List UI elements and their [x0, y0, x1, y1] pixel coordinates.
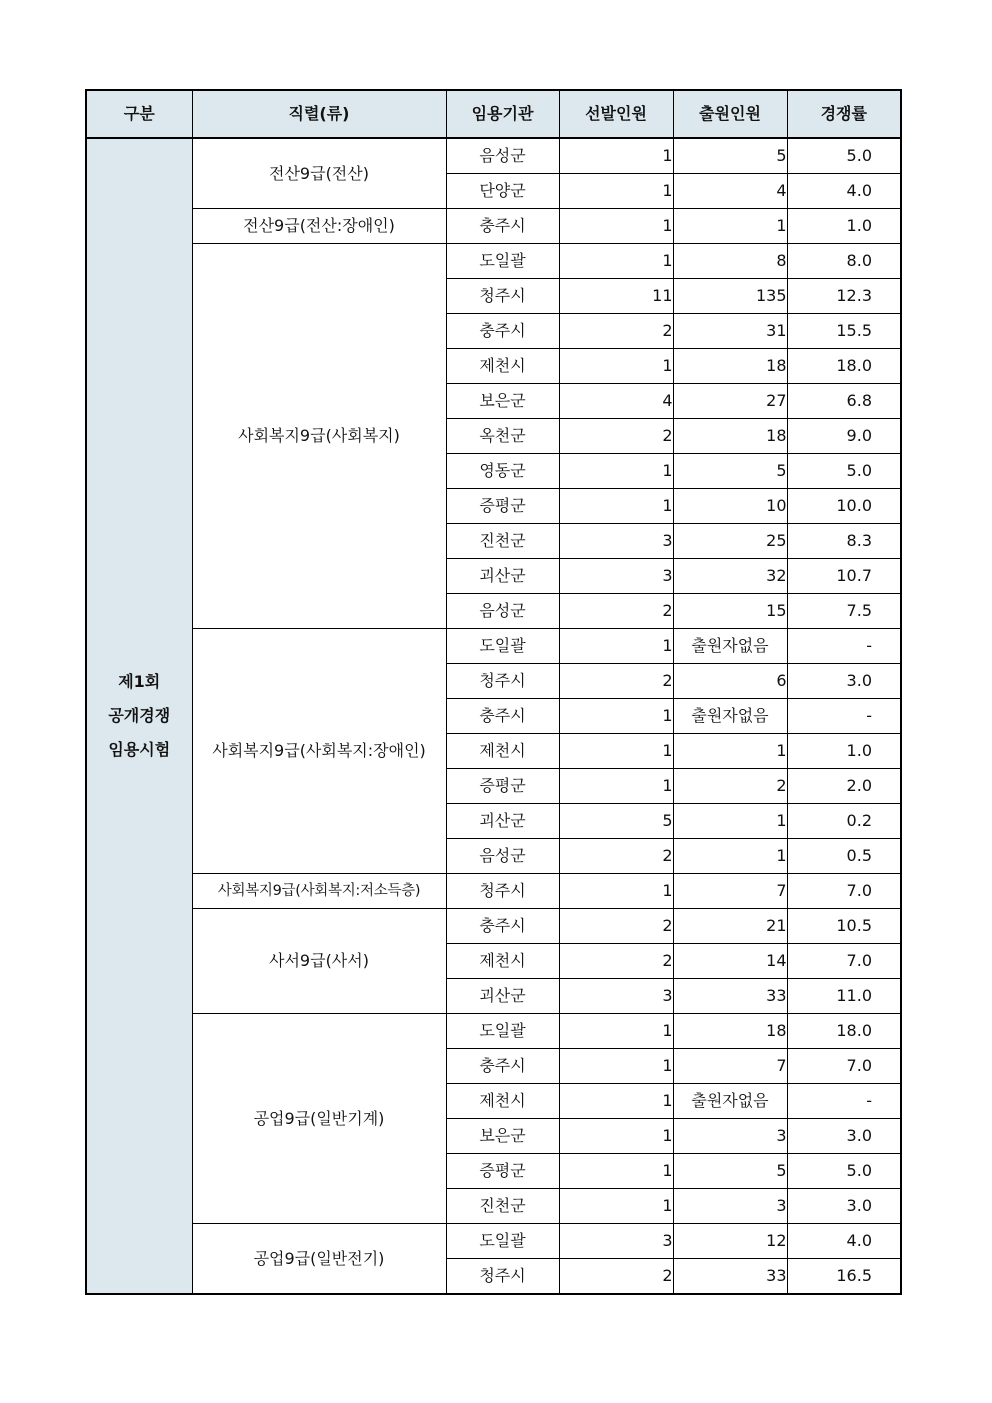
agency-cell: 제천시	[446, 1084, 559, 1119]
agency-cell: 충주시	[446, 1049, 559, 1084]
selected-count-cell: 1	[559, 699, 673, 734]
header-selected: 선발인원	[559, 90, 673, 138]
selected-count-cell: 1	[559, 1014, 673, 1049]
applied-count-cell: 출원자없음	[673, 629, 787, 664]
agency-cell: 음성군	[446, 839, 559, 874]
competition-rate-cell: 10.5	[787, 909, 901, 944]
position-cell: 전산9급(전산)	[192, 138, 446, 209]
selected-count-cell: 2	[559, 1259, 673, 1295]
competition-rate-cell: 3.0	[787, 1189, 901, 1224]
competition-rate-cell: 16.5	[787, 1259, 901, 1295]
selected-count-cell: 2	[559, 314, 673, 349]
selected-count-cell: 11	[559, 279, 673, 314]
selected-count-cell: 1	[559, 1119, 673, 1154]
competition-rate-cell: 11.0	[787, 979, 901, 1014]
selected-count-cell: 1	[559, 174, 673, 209]
selected-count-cell: 1	[559, 209, 673, 244]
header-row	[86, 90, 901, 138]
competition-rate-cell: 6.8	[787, 384, 901, 419]
header-applied: 출원인원	[673, 90, 787, 138]
position-cell: 전산9급(전산:장애인)	[192, 209, 446, 244]
agency-cell: 청주시	[446, 279, 559, 314]
table-row	[86, 1224, 901, 1259]
category-cell: 제1회 공개경쟁 임용시험	[86, 138, 192, 1294]
agency-cell: 옥천군	[446, 419, 559, 454]
competition-rate-cell: 0.2	[787, 804, 901, 839]
selected-count-cell: 2	[559, 839, 673, 874]
applied-count-cell: 18	[673, 1014, 787, 1049]
agency-cell: 영동군	[446, 454, 559, 489]
agency-cell: 증평군	[446, 1154, 559, 1189]
competition-rate-cell: 5.0	[787, 138, 901, 174]
selected-count-cell: 2	[559, 419, 673, 454]
selected-count-cell: 4	[559, 384, 673, 419]
selected-count-cell: 1	[559, 138, 673, 174]
position-cell: 사회복지9급(사회복지)	[192, 244, 446, 629]
applied-count-cell: 출원자없음	[673, 1084, 787, 1119]
agency-cell: 제천시	[446, 734, 559, 769]
applied-count-cell: 31	[673, 314, 787, 349]
agency-cell: 청주시	[446, 874, 559, 909]
applied-count-cell: 출원자없음	[673, 699, 787, 734]
competition-rate-cell: 3.0	[787, 664, 901, 699]
applied-count-cell: 3	[673, 1189, 787, 1224]
competition-rate-cell: 1.0	[787, 734, 901, 769]
agency-cell: 청주시	[446, 664, 559, 699]
selected-count-cell: 2	[559, 944, 673, 979]
applied-count-cell: 6	[673, 664, 787, 699]
applied-count-cell: 21	[673, 909, 787, 944]
position-cell: 사회복지9급(사회복지:저소득층)	[192, 874, 446, 909]
competition-rate-cell: -	[787, 699, 901, 734]
agency-cell: 충주시	[446, 699, 559, 734]
table-row	[86, 244, 901, 279]
selected-count-cell: 3	[559, 559, 673, 594]
selected-count-cell: 1	[559, 874, 673, 909]
header-rate: 경쟁률	[787, 90, 901, 138]
competition-rate-table	[85, 89, 902, 1295]
competition-rate-cell: 4.0	[787, 1224, 901, 1259]
applied-count-cell: 27	[673, 384, 787, 419]
competition-rate-cell: 18.0	[787, 349, 901, 384]
competition-rate-cell: 7.0	[787, 874, 901, 909]
agency-cell: 진천군	[446, 524, 559, 559]
applied-count-cell: 7	[673, 1049, 787, 1084]
position-cell: 사서9급(사서)	[192, 909, 446, 1014]
selected-count-cell: 1	[559, 1049, 673, 1084]
header-category: 구분	[86, 90, 192, 138]
table-row	[86, 874, 901, 909]
selected-count-cell: 1	[559, 349, 673, 384]
competition-rate-cell: 5.0	[787, 1154, 901, 1189]
selected-count-cell: 2	[559, 909, 673, 944]
agency-cell: 제천시	[446, 349, 559, 384]
competition-rate-cell: 7.0	[787, 944, 901, 979]
applied-count-cell: 1	[673, 839, 787, 874]
applied-count-cell: 135	[673, 279, 787, 314]
selected-count-cell: 1	[559, 1084, 673, 1119]
agency-cell: 충주시	[446, 909, 559, 944]
applied-count-cell: 3	[673, 1119, 787, 1154]
selected-count-cell: 2	[559, 664, 673, 699]
selected-count-cell: 1	[559, 489, 673, 524]
competition-rate-cell: 0.5	[787, 839, 901, 874]
agency-cell: 도일괄	[446, 1014, 559, 1049]
applied-count-cell: 1	[673, 734, 787, 769]
applied-count-cell: 33	[673, 1259, 787, 1295]
agency-cell: 괴산군	[446, 979, 559, 1014]
agency-cell: 제천시	[446, 944, 559, 979]
position-cell: 공업9급(일반기계)	[192, 1014, 446, 1224]
header-position: 직렬(류)	[192, 90, 446, 138]
applied-count-cell: 25	[673, 524, 787, 559]
agency-cell: 음성군	[446, 594, 559, 629]
competition-rate-cell: 7.0	[787, 1049, 901, 1084]
applied-count-cell: 5	[673, 138, 787, 174]
agency-cell: 충주시	[446, 209, 559, 244]
header-agency: 임용기관	[446, 90, 559, 138]
applied-count-cell: 32	[673, 559, 787, 594]
selected-count-cell: 3	[559, 1224, 673, 1259]
applied-count-cell: 18	[673, 419, 787, 454]
selected-count-cell: 1	[559, 769, 673, 804]
applied-count-cell: 18	[673, 349, 787, 384]
agency-cell: 도일괄	[446, 1224, 559, 1259]
applied-count-cell: 8	[673, 244, 787, 279]
competition-rate-cell: 3.0	[787, 1119, 901, 1154]
selected-count-cell: 1	[559, 1154, 673, 1189]
table-row	[86, 629, 901, 664]
applied-count-cell: 14	[673, 944, 787, 979]
competition-rate-cell: 5.0	[787, 454, 901, 489]
selected-count-cell: 1	[559, 629, 673, 664]
competition-rate-cell: 1.0	[787, 209, 901, 244]
competition-rate-cell: 12.3	[787, 279, 901, 314]
competition-rate-cell: -	[787, 629, 901, 664]
agency-cell: 증평군	[446, 489, 559, 524]
table-row	[86, 138, 901, 174]
competition-rate-cell: 10.0	[787, 489, 901, 524]
selected-count-cell: 1	[559, 454, 673, 489]
competition-rate-cell: 18.0	[787, 1014, 901, 1049]
position-cell: 공업9급(일반전기)	[192, 1224, 446, 1295]
applied-count-cell: 2	[673, 769, 787, 804]
applied-count-cell: 5	[673, 454, 787, 489]
competition-rate-cell: 15.5	[787, 314, 901, 349]
applied-count-cell: 1	[673, 209, 787, 244]
agency-cell: 증평군	[446, 769, 559, 804]
applied-count-cell: 12	[673, 1224, 787, 1259]
applied-count-cell: 15	[673, 594, 787, 629]
competition-rate-cell: 9.0	[787, 419, 901, 454]
selected-count-cell: 1	[559, 1189, 673, 1224]
applied-count-cell: 7	[673, 874, 787, 909]
selected-count-cell: 1	[559, 734, 673, 769]
competition-rate-cell: 2.0	[787, 769, 901, 804]
competition-rate-cell: 7.5	[787, 594, 901, 629]
applied-count-cell: 4	[673, 174, 787, 209]
competition-rate-cell: 8.3	[787, 524, 901, 559]
agency-cell: 음성군	[446, 138, 559, 174]
applied-count-cell: 5	[673, 1154, 787, 1189]
applied-count-cell: 1	[673, 804, 787, 839]
table-row	[86, 209, 901, 244]
selected-count-cell: 5	[559, 804, 673, 839]
agency-cell: 도일괄	[446, 629, 559, 664]
competition-rate-cell: -	[787, 1084, 901, 1119]
table-row	[86, 909, 901, 944]
competition-rate-cell: 8.0	[787, 244, 901, 279]
agency-cell: 충주시	[446, 314, 559, 349]
applied-count-cell: 10	[673, 489, 787, 524]
agency-cell: 괴산군	[446, 559, 559, 594]
agency-cell: 보은군	[446, 384, 559, 419]
competition-rate-cell: 4.0	[787, 174, 901, 209]
agency-cell: 단양군	[446, 174, 559, 209]
selected-count-cell: 3	[559, 524, 673, 559]
position-cell: 사회복지9급(사회복지:장애인)	[192, 629, 446, 874]
table-body	[86, 138, 901, 1294]
agency-cell: 도일괄	[446, 244, 559, 279]
competition-rate-cell: 10.7	[787, 559, 901, 594]
applied-count-cell: 33	[673, 979, 787, 1014]
agency-cell: 청주시	[446, 1259, 559, 1295]
agency-cell: 괴산군	[446, 804, 559, 839]
agency-cell: 진천군	[446, 1189, 559, 1224]
selected-count-cell: 1	[559, 244, 673, 279]
selected-count-cell: 3	[559, 979, 673, 1014]
table-row	[86, 1014, 901, 1049]
agency-cell: 보은군	[446, 1119, 559, 1154]
selected-count-cell: 2	[559, 594, 673, 629]
